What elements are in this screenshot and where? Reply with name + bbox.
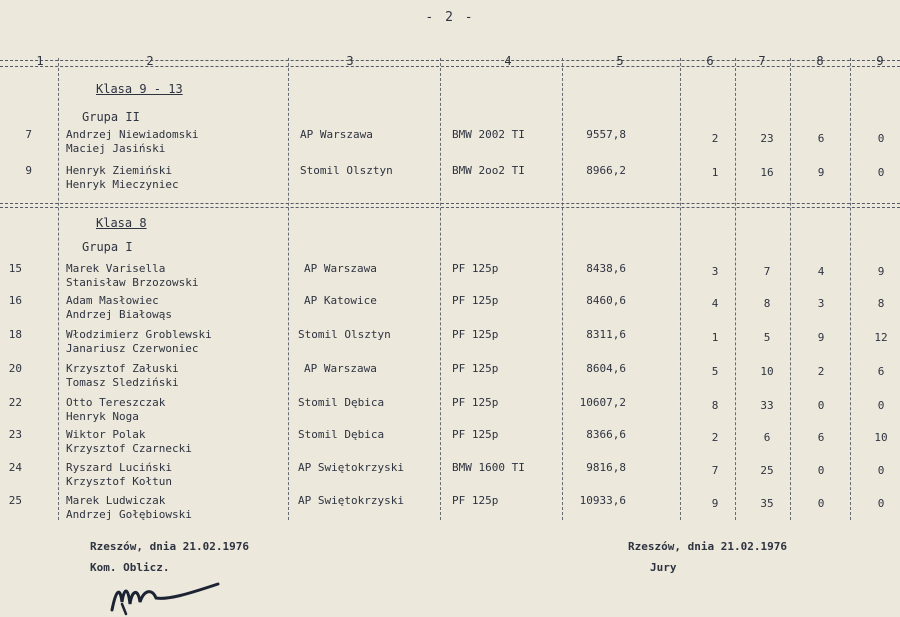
- car: PF 125p: [452, 328, 499, 341]
- klasa-title: Klasa 9 - 13: [96, 82, 183, 96]
- col7: 7: [763, 265, 771, 278]
- col7: 35: [760, 497, 774, 510]
- start-number: 23: [8, 428, 22, 441]
- col7: 25: [760, 464, 774, 477]
- col8: 2: [817, 365, 825, 378]
- co-driver-name: Krzysztof Kołtun: [66, 475, 172, 488]
- col9: 0: [877, 399, 885, 412]
- col6: 9: [711, 497, 719, 510]
- col6: 1: [711, 331, 719, 344]
- start-number: 9: [25, 164, 32, 177]
- col6: 7: [711, 464, 719, 477]
- col9: 0: [877, 166, 885, 179]
- col7: 23: [760, 132, 774, 145]
- co-driver-name: Janariusz Czerwoniec: [66, 342, 199, 355]
- start-number: 16: [8, 294, 22, 307]
- col6: 2: [711, 431, 719, 444]
- club: Stomil Dębica: [298, 396, 385, 409]
- score: 10607,2: [579, 396, 626, 409]
- start-number: 24: [8, 461, 22, 474]
- column-header-9: 9: [876, 54, 884, 68]
- column-header-2: 2: [146, 54, 154, 68]
- column-header-3: 3: [346, 54, 354, 68]
- column-separator: [790, 58, 791, 520]
- score: 10933,6: [579, 494, 626, 507]
- score: 8366,6: [586, 428, 626, 441]
- start-number: 15: [8, 262, 22, 275]
- col6: 2: [711, 132, 719, 145]
- column-header-1: 1: [36, 54, 44, 68]
- page-number: - 2 -: [425, 10, 475, 25]
- co-driver-name: Maciej Jasiński: [66, 142, 166, 155]
- club: AP Warszawa: [304, 262, 377, 275]
- start-number: 25: [8, 494, 22, 507]
- driver-name: Ryszard Luciński: [66, 461, 172, 474]
- col7: 8: [763, 297, 771, 310]
- score: 8604,6: [586, 362, 626, 375]
- column-separator: [680, 58, 681, 520]
- col7: 5: [763, 331, 771, 344]
- column-header-7: 7: [758, 54, 766, 68]
- col9: 9: [877, 265, 885, 278]
- club: Stomil Dębica: [298, 428, 385, 441]
- col9: 0: [877, 464, 885, 477]
- club: AP Warszawa: [300, 128, 373, 141]
- col8: 0: [817, 399, 825, 412]
- car: BMW 1600 TI: [452, 461, 525, 474]
- col8: 9: [817, 331, 825, 344]
- driver-name: Krzysztof Załuski: [66, 362, 179, 375]
- col9: 12: [874, 331, 888, 344]
- footer-right-signatory: Jury: [650, 561, 677, 574]
- klasa-title: Klasa 8: [96, 216, 147, 230]
- footer-left-place-date: Rzeszów, dnia 21.02.1976: [90, 540, 249, 553]
- column-header-8: 8: [816, 54, 824, 68]
- score: 8966,2: [586, 164, 626, 177]
- section-divider: [0, 203, 900, 204]
- score: 8438,6: [586, 262, 626, 275]
- driver-name: Marek Ludwiczak: [66, 494, 166, 507]
- col7: 10: [760, 365, 774, 378]
- driver-name: Wiktor Polak: [66, 428, 146, 441]
- co-driver-name: Krzysztof Czarnecki: [66, 442, 192, 455]
- col8: 6: [817, 132, 825, 145]
- section-divider: [0, 207, 900, 208]
- start-number: 20: [8, 362, 22, 375]
- co-driver-name: Stanisław Brzozowski: [66, 276, 199, 289]
- col8: 0: [817, 464, 825, 477]
- column-separator: [850, 58, 851, 520]
- col8: 4: [817, 265, 825, 278]
- driver-name: Marek Varisella: [66, 262, 166, 275]
- col8: 0: [817, 497, 825, 510]
- column-separator: [440, 58, 441, 520]
- column-separator: [58, 58, 59, 520]
- col6: 1: [711, 166, 719, 179]
- driver-name: Włodzimierz Groblewski: [66, 328, 212, 341]
- car: PF 125p: [452, 294, 499, 307]
- column-separator: [562, 58, 563, 520]
- col9: 10: [874, 431, 888, 444]
- club: AP Swiętokrzyski: [298, 461, 404, 474]
- col7: 6: [763, 431, 771, 444]
- score: 8460,6: [586, 294, 626, 307]
- score: 9557,8: [586, 128, 626, 141]
- club: Stomil Olsztyn: [300, 164, 393, 177]
- start-number: 22: [8, 396, 22, 409]
- car: BMW 2oo2 TI: [452, 164, 525, 177]
- score: 8311,6: [586, 328, 626, 341]
- car: PF 125p: [452, 428, 499, 441]
- driver-name: Andrzej Niewiadomski: [66, 128, 199, 141]
- col6: 5: [711, 365, 719, 378]
- club: AP Swiętokrzyski: [298, 494, 404, 507]
- col6: 3: [711, 265, 719, 278]
- co-driver-name: Andrzej Gołębiowski: [66, 508, 192, 521]
- car: PF 125p: [452, 396, 499, 409]
- signature-mark: [108, 580, 248, 616]
- column-header-4: 4: [504, 54, 512, 68]
- driver-name: Henryk Ziemiński: [66, 164, 172, 177]
- col8: 3: [817, 297, 825, 310]
- column-separator: [288, 58, 289, 520]
- col8: 6: [817, 431, 825, 444]
- col6: 8: [711, 399, 719, 412]
- grupa-title: Grupa I: [82, 240, 133, 254]
- col6: 4: [711, 297, 719, 310]
- car: PF 125p: [452, 362, 499, 375]
- score: 9816,8: [586, 461, 626, 474]
- column-header-5: 5: [616, 54, 624, 68]
- grupa-title: Grupa II: [82, 110, 140, 124]
- footer-right-place-date: Rzeszów, dnia 21.02.1976: [628, 540, 787, 553]
- col9: 6: [877, 365, 885, 378]
- start-number: 7: [25, 128, 32, 141]
- club: Stomil Olsztyn: [298, 328, 391, 341]
- col9: 0: [877, 132, 885, 145]
- column-separator: [735, 58, 736, 520]
- footer-left-signatory: Kom. Oblicz.: [90, 561, 170, 574]
- club: AP Katowice: [304, 294, 377, 307]
- car: BMW 2002 TI: [452, 128, 525, 141]
- club: AP Warszawa: [304, 362, 377, 375]
- co-driver-name: Henryk Noga: [66, 410, 139, 423]
- driver-name: Otto Tereszczak: [66, 396, 166, 409]
- start-number: 18: [8, 328, 22, 341]
- co-driver-name: Henryk Mieczyniec: [66, 178, 179, 191]
- col8: 9: [817, 166, 825, 179]
- co-driver-name: Andrzej Białowąs: [66, 308, 172, 321]
- col9: 0: [877, 497, 885, 510]
- co-driver-name: Tomasz Sledziński: [66, 376, 179, 389]
- driver-name: Adam Masłowiec: [66, 294, 159, 307]
- col7: 16: [760, 166, 774, 179]
- col7: 33: [760, 399, 774, 412]
- column-header-6: 6: [706, 54, 714, 68]
- car: PF 125p: [452, 262, 499, 275]
- car: PF 125p: [452, 494, 499, 507]
- col9: 8: [877, 297, 885, 310]
